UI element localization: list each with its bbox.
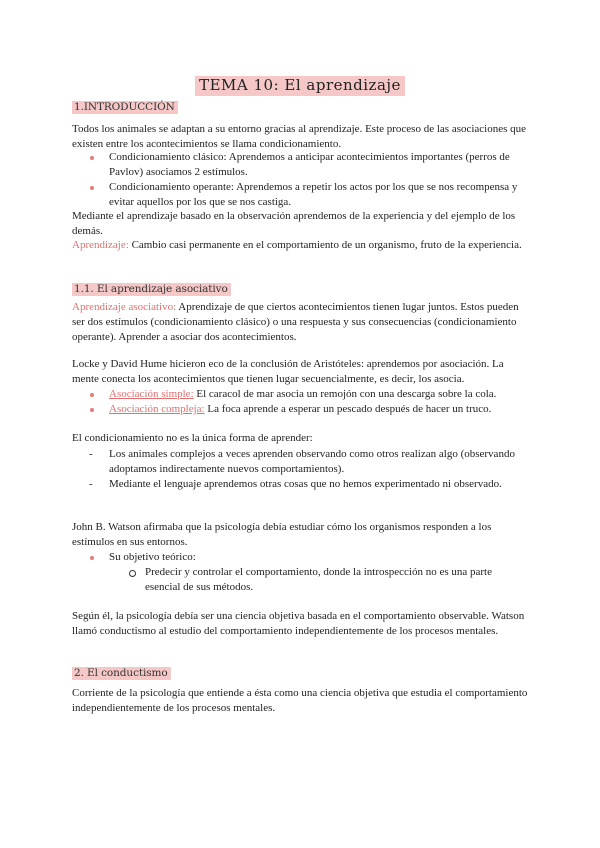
bullet-dot [90, 156, 94, 160]
watson-paragraph: John B. Watson afirmaba que la psicología debía estudiar cómo los organismos responden a los estímulos en sus entornos. [72, 521, 492, 548]
definition-aprendizaje [72, 238, 530, 253]
dash-item-lenguaje: Mediante el lenguaje aprendemos otras cosas que no hemos experimentado ni observado. [109, 478, 502, 490]
section-heading-introduccion: 1.INTRODUCCIÓN [72, 101, 178, 114]
bullet-asociacion-compleja: Asociación compleja: La foca aprende a esperar un pescado después de hacer un truco. [109, 403, 492, 415]
observation-paragraph: Mediante el aprendizaje basado en la observación aprendemos de la experiencia y del ejemplo de los demás. [72, 210, 516, 237]
bullet-condicionamiento-operante: Condicionamiento operante: Aprendemos a repetir los actos por los que se nos recompensa y evitar aquellos por los que se nos castiga. [109, 181, 518, 208]
circle-bullet [129, 570, 136, 577]
not-only-paragraph: El condicionamiento no es la única forma de aprender: [72, 432, 313, 444]
bullet-dot [90, 556, 94, 560]
bullet-dot [90, 408, 94, 412]
definition-text: Aprendizaje de que ciertos acontecimientos tienen lugar juntos. Estos pueden ser dos estímulos (condicionamiento clásico) o una respuesta y sus consecuencias (condicionamiento operante). Aprender a asociar dos acontecimientos. [72, 301, 519, 343]
bullet-dot [90, 186, 94, 190]
segun-paragraph: Según él, la psicología debía ser una ciencia objetiva basada en el comportamiento observable. Watson llamó conductismo al estudio del comportamiento independientemente de los procesos mentales. [72, 610, 525, 637]
locke-hume-paragraph: Locke y David Hume hicieron eco de la conclusión de Aristóteles: aprendemos por asociación. La mente conecta los acontecimientos que tienen lugar secuencialmente, es decir, los asocia. [72, 358, 504, 385]
sub-item-predecir-controlar: Predecir y controlar el comportamiento, donde la introspección no es una parte esencial de sus métodos. [145, 566, 492, 593]
dash-item-observacion: Los animales complejos a veces aprenden observando como otros realizan algo (observando adoptamos indirectamente nuevos comportamientos). [109, 448, 515, 475]
document-title: TEMA 10: El aprendizaje [0, 76, 600, 94]
bullet-objetivo-teorico: Su objetivo teórico: [109, 551, 196, 563]
section-heading-aprendizaje-asociativo: 1.1. El aprendizaje asociativo [72, 283, 231, 296]
dash-bullet: - [89, 478, 93, 490]
bullet-asociacion-simple: Asociación simple: El caracol de mar asocia un remojón con una descarga sobre la cola. [109, 388, 497, 400]
intro-paragraph: Todos los animales se adaptan a su entorno gracias al aprendizaje. Este proceso de las asociaciones que existen entre los acontecimientos se llama condicionamiento. [72, 123, 527, 150]
bullet-dot [90, 393, 94, 397]
bullet-condicionamiento-clasico: Condicionamiento clásico: Aprendemos a anticipar acontecimientos importantes (perros de Pavlov) asociamos 2 estímulos. [109, 151, 510, 178]
conductismo-paragraph: Corriente de la psicología que entiende a ésta como una ciencia objetiva que estudia el comportamiento independientemente de los procesos mentales. [72, 687, 528, 714]
definition-aprendizaje-asociativo [72, 300, 530, 345]
definition-text: Cambio casi permanente en el comportamiento de un organismo, fruto de la experiencia. [128, 239, 522, 251]
definition-label: Aprendizaje asociativo: [72, 301, 177, 313]
dash-bullet: - [89, 448, 93, 460]
section-heading-conductismo: 2. El conductismo [72, 667, 171, 680]
definition-label: Aprendizaje: [72, 239, 129, 251]
